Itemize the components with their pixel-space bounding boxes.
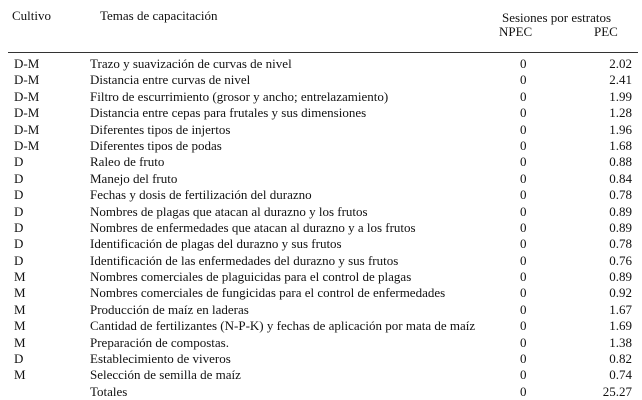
table-row — [4, 72, 638, 88]
cell-npec: 0 — [520, 88, 527, 104]
table-row — [4, 204, 638, 220]
cell-cultivo: D-M — [14, 121, 40, 137]
table-row — [4, 220, 638, 236]
cell-cultivo: D-M — [14, 137, 40, 153]
table-row — [4, 285, 638, 301]
cell-tema: Diferentes tipos de podas — [90, 137, 222, 153]
table-row — [4, 154, 638, 170]
cell-npec: 0 — [520, 318, 527, 334]
cell-pec: 0.92 — [609, 285, 632, 301]
cell-cultivo: D — [14, 219, 24, 235]
cell-pec: 1.68 — [609, 137, 632, 153]
cell-npec: 0 — [520, 105, 527, 121]
cell-npec: 0 — [520, 285, 527, 301]
cell-cultivo: D — [14, 154, 24, 170]
cell-npec: 0 — [520, 252, 527, 268]
table-row — [4, 138, 638, 154]
table-row — [4, 384, 638, 400]
cell-tema: Nombres comerciales de fungicidas para el control de enfermedades — [90, 285, 446, 301]
cell-pec: 0.84 — [609, 170, 632, 186]
cell-pec: 2.41 — [609, 72, 632, 88]
cell-pec: 2.02 — [609, 56, 632, 71]
table-row — [4, 253, 638, 269]
cell-npec: 0 — [520, 187, 527, 203]
cell-pec: 0.78 — [609, 236, 632, 252]
cell-tema: Manejo del fruto — [90, 170, 178, 186]
cell-tema: Trazo y suavización de curvas de nivel — [90, 56, 292, 71]
table-row — [4, 122, 638, 138]
table-row — [4, 367, 638, 383]
cell-tema: Producción de maíz en laderas — [90, 301, 249, 317]
cell-tema: Filtro de escurrimiento (grosor y ancho; entrelazamiento) — [90, 88, 389, 104]
cell-tema: Identificación de las enfermedades del durazno y sus frutos — [90, 252, 399, 268]
table-row — [4, 302, 638, 318]
cell-tema: Selección de semilla de maíz — [90, 367, 241, 383]
header-npec: NPEC — [499, 24, 533, 39]
cell-npec: 0 — [520, 56, 527, 71]
cell-pec: 1.38 — [609, 334, 632, 350]
cell-cultivo: M — [14, 367, 26, 383]
cell-cultivo: D — [14, 236, 24, 252]
cell-pec: 0.78 — [609, 187, 632, 203]
cell-tema: Preparación de compostas. — [90, 334, 229, 350]
cell-pec: 1.67 — [609, 301, 632, 317]
table-row — [4, 236, 638, 252]
cell-cultivo: M — [14, 334, 26, 350]
header-temas: Temas de capacitación — [100, 8, 218, 23]
cell-pec: 25.27 — [602, 383, 632, 399]
cell-tema: Distancia entre curvas de nivel — [90, 72, 251, 88]
cell-pec: 0.89 — [609, 203, 632, 219]
cell-cultivo: D — [14, 351, 24, 367]
table-row — [4, 187, 638, 203]
cell-npec: 0 — [520, 269, 527, 285]
cell-tema: Cantidad de fertilizantes (N-P-K) y fechas de aplicación por mata de maíz — [90, 318, 476, 334]
cell-pec: 1.99 — [609, 88, 632, 104]
table-row — [4, 269, 638, 285]
cell-cultivo: M — [14, 301, 26, 317]
cell-tema: Distancia entre cepas para frutales y sus dimensiones — [90, 105, 367, 121]
table-row — [4, 318, 638, 334]
cell-tema: Diferentes tipos de injertos — [90, 121, 231, 137]
cell-cultivo: M — [14, 285, 26, 301]
header-pec: PEC — [594, 24, 618, 39]
cell-pec: 0.76 — [609, 252, 632, 268]
table-body — [4, 56, 638, 400]
table-row — [4, 105, 638, 121]
cell-npec: 0 — [520, 383, 527, 399]
cell-cultivo: D-M — [14, 72, 40, 88]
cell-tema: Establecimiento de viveros — [90, 351, 231, 367]
cell-pec: 0.89 — [609, 269, 632, 285]
cell-npec: 0 — [520, 334, 527, 350]
cell-npec: 0 — [520, 351, 527, 367]
cell-npec: 0 — [520, 121, 527, 137]
cell-pec: 1.69 — [609, 318, 632, 334]
cell-npec: 0 — [520, 367, 527, 383]
header-rule — [8, 52, 638, 53]
cell-cultivo: D — [14, 170, 24, 186]
cell-pec: 0.88 — [609, 154, 632, 170]
cell-cultivo: D-M — [14, 105, 40, 121]
cell-cultivo: D — [14, 187, 24, 203]
table-header — [4, 8, 638, 54]
cell-cultivo: M — [14, 318, 26, 334]
cell-pec: 0.89 — [609, 219, 632, 235]
cell-tema: Nombres comerciales de plaguicidas para el control de plagas — [90, 269, 412, 285]
cell-cultivo: D — [14, 252, 24, 268]
cell-cultivo: D-M — [14, 88, 40, 104]
cell-npec: 0 — [520, 219, 527, 235]
header-cultivo: Cultivo — [12, 8, 52, 23]
table-row — [4, 89, 638, 105]
header-sesiones: Sesiones por estratos — [502, 10, 612, 25]
table-row — [4, 171, 638, 187]
cell-tema: Nombres de plagas que atacan al durazno y los frutos — [90, 203, 368, 219]
capacitacion-table — [4, 8, 638, 399]
cell-pec: 0.74 — [609, 367, 632, 383]
cell-npec: 0 — [520, 137, 527, 153]
cell-npec: 0 — [520, 236, 527, 252]
cell-npec: 0 — [520, 72, 527, 88]
cell-tema: Totales — [90, 383, 128, 399]
cell-npec: 0 — [520, 301, 527, 317]
table-row — [4, 335, 638, 351]
cell-pec: 1.28 — [609, 105, 632, 121]
cell-pec: 0.82 — [609, 351, 632, 367]
cell-tema: Identificación de plagas del durazno y sus frutos — [90, 236, 342, 252]
table-row — [4, 56, 638, 72]
cell-npec: 0 — [520, 154, 527, 170]
cell-npec: 0 — [520, 170, 527, 186]
cell-cultivo: M — [14, 269, 26, 285]
cell-tema: Fechas y dosis de fertilización del durazno — [90, 187, 312, 203]
table-row — [4, 351, 638, 367]
cell-cultivo: D — [14, 203, 24, 219]
cell-cultivo: D-M — [14, 56, 40, 71]
cell-npec: 0 — [520, 203, 527, 219]
cell-pec: 1.96 — [609, 121, 632, 137]
cell-tema: Nombres de enfermedades que atacan al durazno y a los frutos — [90, 219, 416, 235]
cell-tema: Raleo de fruto — [90, 154, 165, 170]
